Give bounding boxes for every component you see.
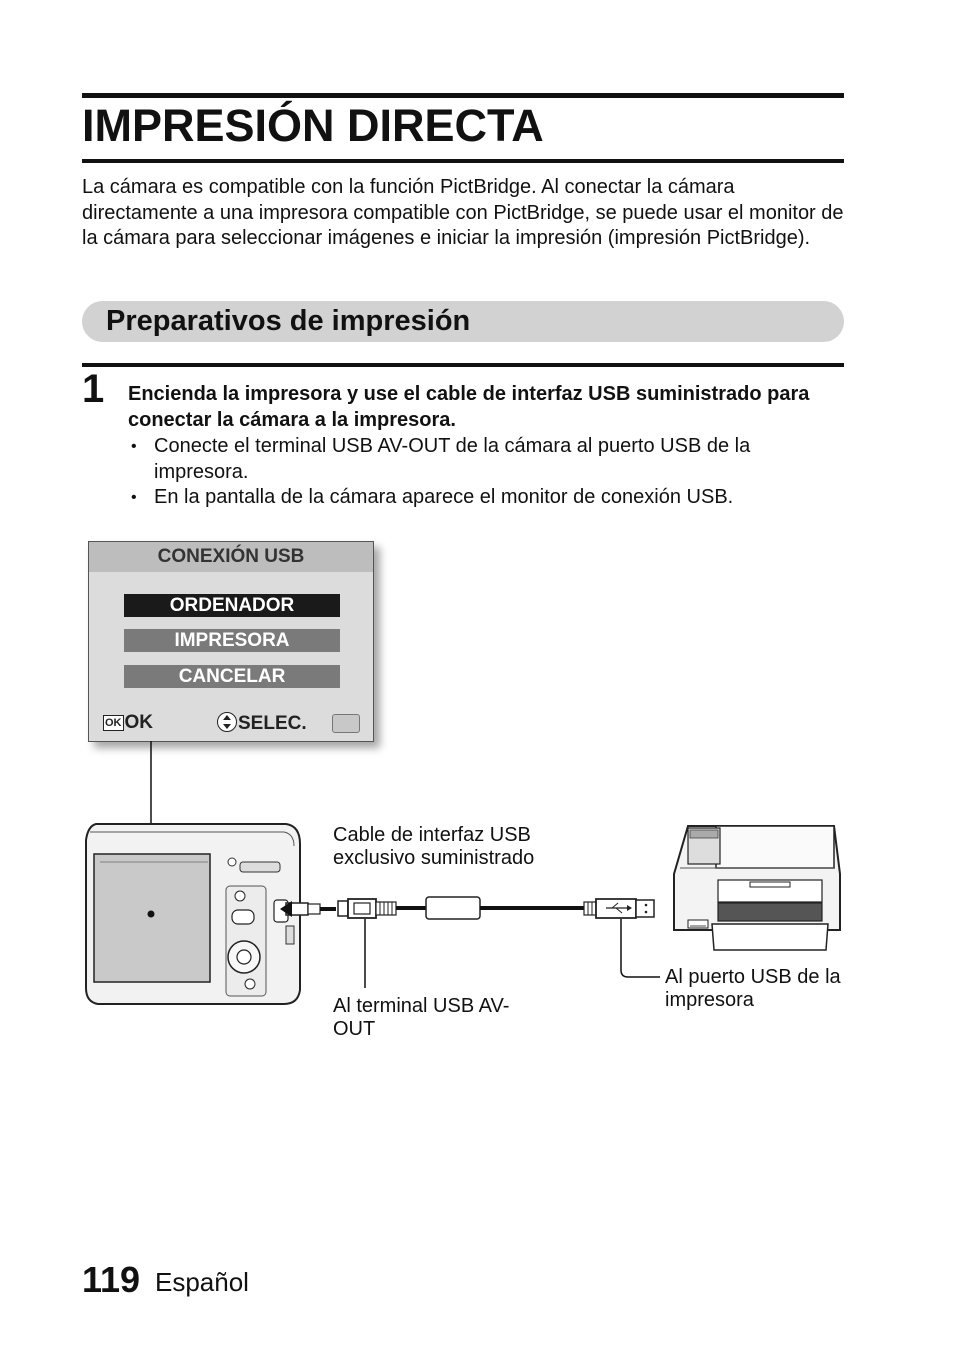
menu-item-impresora[interactable]: IMPRESORA	[124, 629, 340, 652]
camera-port-label: Al terminal USB AV-OUT	[333, 995, 510, 1040]
step-bullet-text: En la pantalla de la cámara aparece el monitor de conexión USB.	[154, 486, 734, 508]
usb-plug-camera	[280, 901, 336, 917]
bullet-dot-icon: •	[131, 438, 137, 455]
page-title: IMPRESIÓN DIRECTA	[82, 100, 544, 151]
screen-header: CONEXIÓN USB	[89, 542, 373, 572]
bullet-dot-icon: •	[131, 489, 137, 506]
step-bullet-text: Conecte el terminal USB AV-OUT de la cámara al puerto USB de la impresora.	[154, 435, 751, 483]
section-title: Preparativos de impresión	[106, 305, 471, 337]
select-hint-label: SELEC.	[238, 713, 307, 734]
mini-usb-plug	[338, 899, 396, 918]
intro-text: La cámara es compatible con la función PictBridge. Al conectar la cámara directamente a una impresora compatible con PictBridge, se puede usar el monitor de la cámara para seleccionar imágenes e iniciar la impresión (impresión PictBridge).	[82, 176, 844, 249]
printer-port-label: Al puerto USB de la impresora	[665, 966, 841, 1011]
step-heading: Encienda la impresora y use el cable de interfaz USB suministrado para conectar la cámara a la impresora.	[128, 383, 810, 431]
menu-item-cancelar[interactable]: CANCELAR	[124, 665, 340, 688]
usb-a-plug	[584, 899, 654, 918]
ok-key-icon: OK	[105, 717, 122, 729]
page-number: 119	[82, 1259, 141, 1300]
ok-hint-label: OK	[124, 712, 153, 733]
step-number: 1	[82, 367, 105, 411]
cable-label: Cable de interfaz USB exclusivo suministrado	[333, 824, 535, 869]
menu-item-ordenador[interactable]: ORDENADOR	[124, 594, 340, 617]
page-language: Español	[155, 1267, 249, 1297]
ferrite-core	[426, 897, 480, 919]
camera-illustration	[86, 824, 300, 1004]
printer-illustration	[674, 826, 840, 950]
